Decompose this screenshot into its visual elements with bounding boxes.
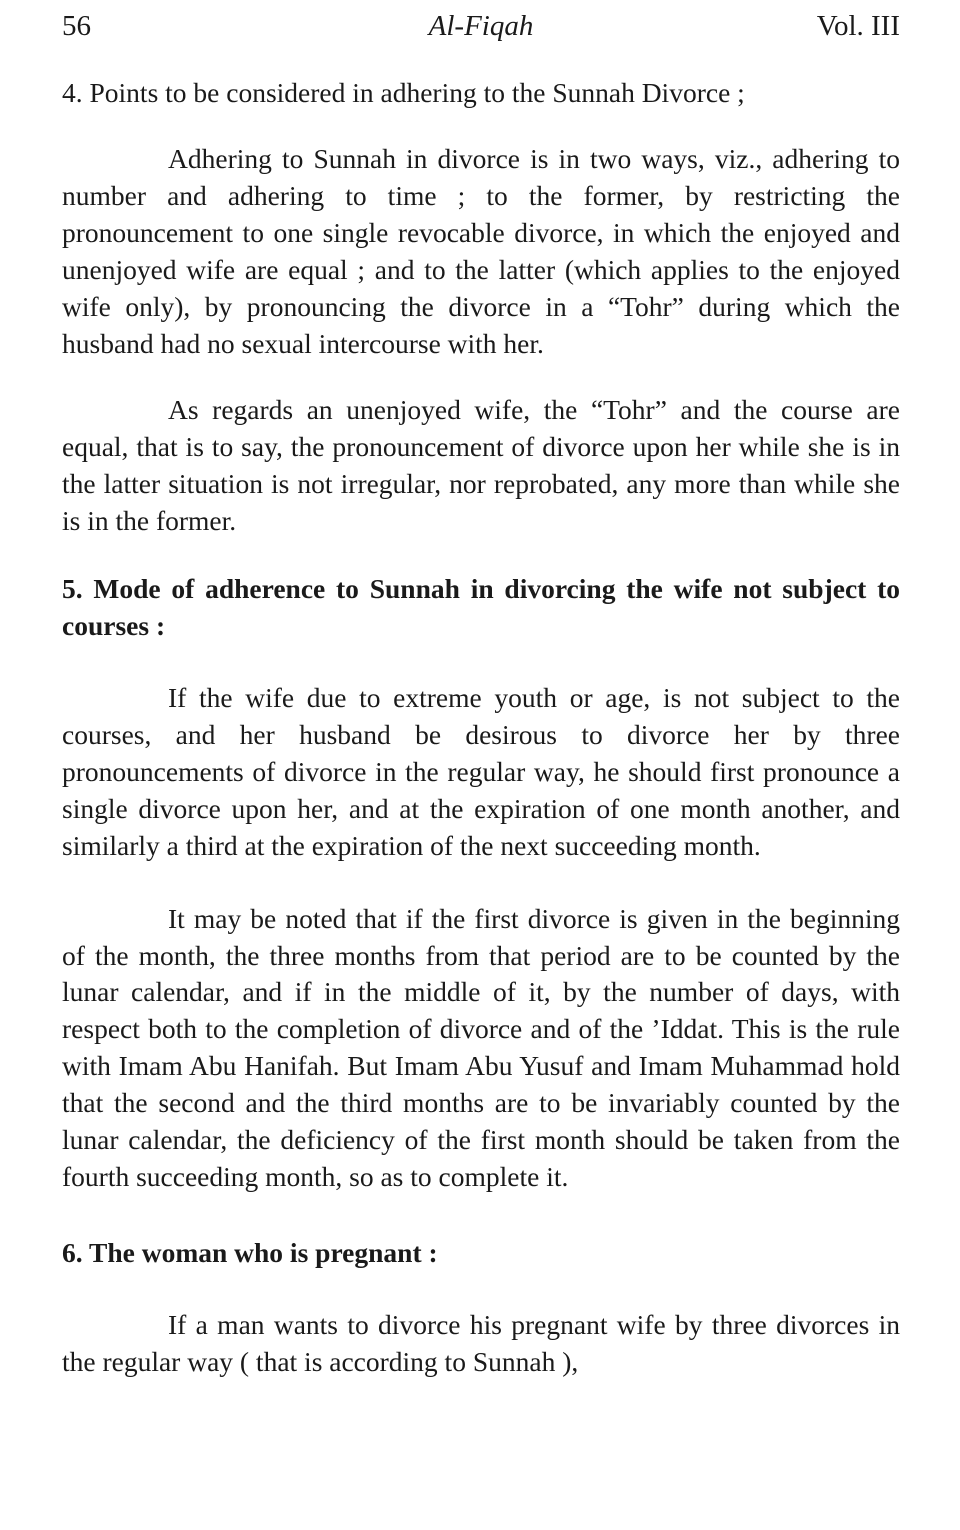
running-header bbox=[62, 6, 900, 46]
paragraph-wife-not-subject-to-courses: If the wife due to extreme youth or age, is not subject to the courses, and her husband be desirous to divorce her by three pronouncements of divorce in the regular way, he should first pronounce a single divorce upon her, and at the expiration of one month another, and similarly a third at the expiration of the next succeeding month. bbox=[62, 682, 900, 861]
section-5-heading: 5. Mode of adherence to Sunnah in divorcing the wife not subject to courses : bbox=[62, 573, 900, 642]
paragraph-unenjoyed-wife: As regards an unenjoyed wife, the “Tohr” and the course are equal, that is to say, the pronouncement of divorce upon her while she is in the latter situation is not irregular, nor reprobated, any more than while she is in the former. bbox=[62, 394, 900, 537]
book-page bbox=[62, 6, 900, 1381]
paragraph-pregnant-wife: If a man wants to divorce his pregnant wife by three divorces in the regular way ( that is according to Sunnah ), bbox=[62, 1308, 900, 1377]
page-number: 56 bbox=[62, 10, 91, 42]
paragraph-counting-months: It may be noted that if the first divorce is given in the beginning of the month, the three months from that period are to be counted by the lunar calendar, and if in the middle of it, by the number of days, with respect both to the completion of divorce and of the ’Iddat. This is the rule with Imam Abu Hanifah. But Imam Abu Yusuf and Imam Muhammad hold that the second and the third months are to be invariably counted by the lunar calendar, the deficiency of the first month should be taken from the fourth succeeding month, so as to complete it. bbox=[62, 902, 900, 1192]
section-4-heading: 4. Points to be considered in adhering to the Sunnah Divorce ; bbox=[62, 77, 745, 108]
paragraph-adhering-to-sunnah: Adhering to Sunnah in divorce is in two ways, viz., adhering to number and adhering to time ; to the former, by restricting the pronouncement to one single revocable divorce, in which the enjoyed and unenjoyed wife are equal ; and to the latter (which applies to the enjoyed wife only), by pronouncing the divorce in a “Tohr” during which the husband had no sexual intercourse with her. bbox=[62, 143, 900, 359]
section-6-heading: 6. The woman who is pregnant : bbox=[62, 1236, 438, 1268]
book-title: Al-Fiqah bbox=[428, 10, 534, 42]
volume-label: Vol. III bbox=[816, 10, 900, 42]
